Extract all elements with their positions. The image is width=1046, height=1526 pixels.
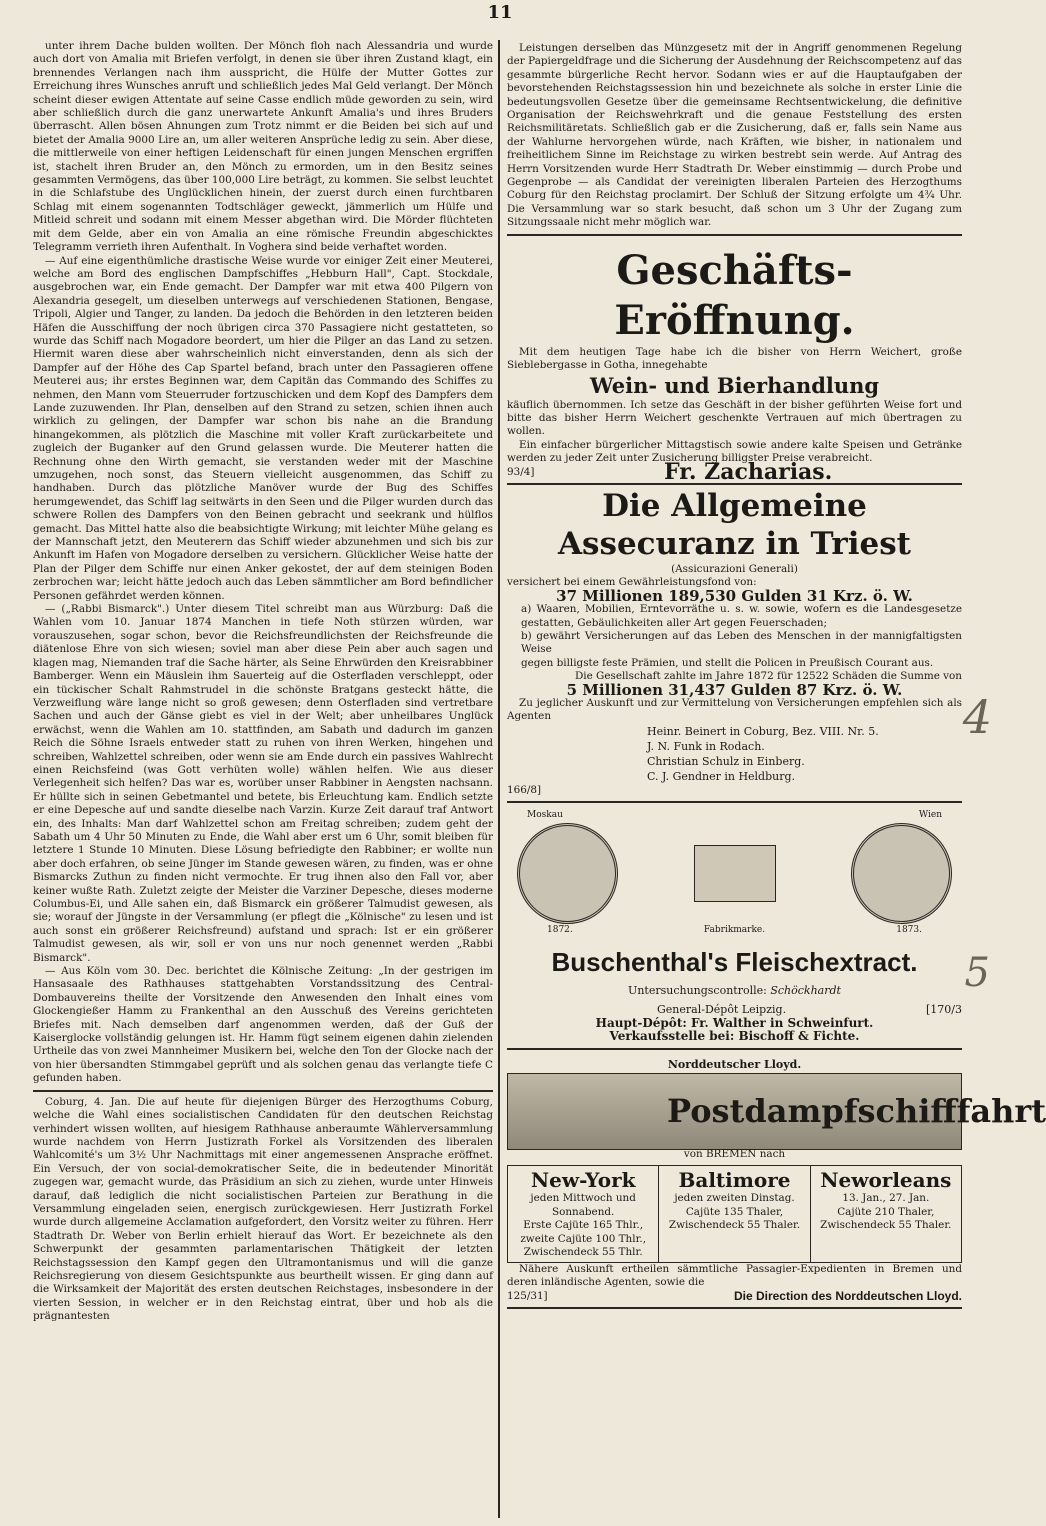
divider xyxy=(33,1090,493,1092)
mark-label: Fabrikmarke. xyxy=(703,924,766,935)
margin-note-1: 4 xyxy=(962,690,992,744)
ad-business-opening xyxy=(507,236,962,485)
article-monk: unter ihrem Dache bulden wollten. Der Mönch floh nach Alessandria und wurde auch dort von Amalia mit Briefen verfolgt, in denen sie über ihren Zustand klagt, ein brennendes Verlangen nach ihm ausspricht, die Hülfe der Mutter Gottes zur Erreichung ihres Wunsches anruft und schließlich jedes Mal Geld verlangt. Der Mönch scheint dieser ewigen Attentate auf seine Casse endlich müde geworden zu sein, wird aber schließlich durch die ganz unerwartete Ankunft Amalia's und ihres Bruders überrascht. Allen bösen Ahnungen zum Trotz nimmt er die Beiden bei sich auf und bietet der Amalia 9000 Lire an, um aller weiteren Ansprüche ledig zu sein. Aber diese, die mittlerweile von einer heftigen Leidenschaft für einen jungen Menschen ergriffen ist, stachelt ihren Bruder an, den Mönch zu ermorden, um in den Besitz seines gesammten Vermögens, das über 100,000 Lire beträgt, zu kommen. Sie selbst leuchtet in die Schlafstube des Unglücklichen hinein, der zuerst durch einen furchtbaren Schlag mit einem sogenannten Todtschläger geweckt, jämmerlich um Hülfe und Mitleid schreit und sodann mit einem Messer abgethan wird. Die Mörder flüchteten mit dem Gelde, aber ein von Amalia an eine römische Freundin abgeschicktes Telegramm verrieth ihren Aufenthalt. In Voghera sind beide verhaftet worden. xyxy=(33,40,493,254)
ad-text-2: Ein einfacher bürgerlicher Mittagstisch sowie andere kalte Speisen und Getränke werden zu jeder Zeit unter Zusicherung billigster Preise verabreicht. xyxy=(507,438,962,465)
route-city: Baltimore xyxy=(678,1168,791,1193)
route-schedule: jeden Mittwoch und Sonnabend. xyxy=(530,1192,636,1218)
article-coburg: Coburg, 4. Jan. Die auf heute für diejenigen Bürger des Herzogthums Coburg, welche die Wahl eines socialistischen Candidaten für den deutschen Reichstag verhindert wissen wollten, auf hiesigem Rathhause anberaumte Wählerversammlung wurde nachdem von Herrn Justizrath Forkel als Vorsitzenden des liberalen Wahlcomité's um 3½ Uhr Nachmittags mit einer angemessenen Ansprache eröffnet. Ein Versuch, der von social-demokratischer Seite, die in bedeutender Minorität zugegen war, gemacht wurde, das Präsidium an sich zu ziehen, wurde unter Hinweis darauf, daß lediglich die nicht socialistischen Parteien zur Berathung in die Versammlung eingeladen seien, energisch zurückgewiesen. Herr Justizrath Forkel wurde durch allgemeine Acclamation aufgefordert, den Vorsitz weiter zu führen. Herr Stadtrath Dr. Weber von Berlin erhielt hierauf das Wort. Er bezeichnete als den Schwerpunkt der gesammten parlamentarischen Thätigkeit der letzten Reichstagssession den Kampf gegen den Ultramontanismus und will die ganze Reichsregierung von diesem Gesichtspunkte aus beurtheilt wissen. Er ging dann auf die Wirksamkeit der Majorität des ersten deutschen Reichstages, insbesondere in der vierten Session, in welcher er in den Reichstag eintrat, über und hob als die prägnantesten xyxy=(33,1095,493,1323)
medal-left-icon xyxy=(517,823,618,924)
route-fares: Cajüte 210 Thaler, Zwischendeck 55 Thaler. xyxy=(820,1205,952,1232)
lloyd-footer: Die Direction des Norddeutschen Lloyd. xyxy=(733,1289,962,1304)
route-new-york xyxy=(508,1166,659,1261)
ad-intro: Mit dem heutigen Tage habe ich die bisher von Herrn Weichert, große Sieblebergasse in Gotha, innegehabte xyxy=(507,345,962,372)
route-schedule: jeden zweiten Dinstag. xyxy=(674,1192,795,1205)
article-coburg-continued: Leistungen derselben das Münzgesetz mit der in Angriff genommenen Regelung der Papiergeldfrage und die Sicherung der Ausdehnung der Reichscompetenz auf das gesammte bürgerliche Recht hervor. Sodann wies er auf die Hauptaufgaben der bevorstehenden Reichstagssession hin und bezeichnete als solche in erster Linie die bedeutungsvollen Gesetze über die gemeinsame Rechtsentwickelung, die definitive Organisation der Reichswehrkraft und die genaue Feststellung des ersten Reichsmilitäretats. Schließlich gab er die Zusicherung, daß er, falls sein Name aus der Wahlurne hervorgehen würde, nach Kräften, wie bisher, in nationalem und freiheitlichem Sinne im Reichstage zu wirken bestrebt sein werde. Auf Antrag des Herrn Vorsitzenden wurde Herr Stadtrath Dr. Weber einstimmig — durch Probe und Gegenprobe — als Candidat der vereinigten liberalen Parteien des Herzogthums Coburg für den Reichstag proclamirt. Der Schluß der Sitzung erfolgte um 4¾ Uhr. Die Versammlung war so stark besucht, daß schon um 3 Uhr der Zugang zum Sitzungssaale nicht mehr möglich war. xyxy=(507,42,962,229)
ad-text-1: käuflich übernommen. Ich setze das Geschäft in der bisher geführten Weise fort und bitte das bisher Herrn Weichert geschenkte Vertrauen auf mich übertragen zu wollen. xyxy=(507,398,962,438)
ad-lloyd xyxy=(507,1050,1046,1310)
routes-table xyxy=(507,1165,962,1262)
insurance-item-b: b) gewährt Versicherungen auf das Leben des Menschen in der mannigfaltigsten Weise xyxy=(521,629,962,656)
article-cologne: — Aus Köln vom 30. Dec. berichtet die Kölnische Zeitung: „In der gestrigen im Hansasaale des Rathhauses stattgehabten Vorstandssitzung des Central-Dombauvereins theilte der Vorsitzende den Anwesenden den Inhalt eines vom Glockengießer Hamm zu Frankenthal an den Ausschuß des Vereins gerichteten Briefes mit. Nach demselben darf angenommen werden, daß der Guß der Kaiserglocke vollständig gelungen ist. Hr. Hamm fügt seinem eigenen dahin zielenden Urtheile das von zwei Mannheimer Musikern bei, welche den Ton der Glocke nach der von hier übersandten Stimmgabel geprüft und als solchen genau das verlangte tiefe C gefunden haben. xyxy=(33,965,493,1085)
city-left: Moskau xyxy=(527,810,563,821)
column-rule xyxy=(498,40,500,1518)
insurance-title: Die Allgemeine Assecuranz in Triest xyxy=(558,487,911,562)
ad-signature: Fr. Zacharias. xyxy=(664,458,833,485)
route-baltimore xyxy=(659,1166,810,1261)
insurance-line-1: versichert bei einem Gewährleistungsfond von: xyxy=(507,576,757,589)
agent-4: C. J. Gendner in Heldburg. xyxy=(647,769,796,783)
control-signature: Schöckhardt xyxy=(770,984,841,998)
lloyd-title: Postdampfschifffahrt xyxy=(667,1092,1046,1131)
insurance-subtitle: (Assicurazioni Generali) xyxy=(671,562,798,575)
right-column xyxy=(507,40,1046,1309)
lloyd-info: Nähere Auskunft ertheilen sämmtliche Passagier-Expedienten in Bremen und deren inländische Agenten, sowie die xyxy=(507,1262,962,1288)
cow-trademark-icon xyxy=(694,845,776,902)
control-label: Untersuchungscontrolle: xyxy=(628,984,767,998)
lloyd-company: Norddeutscher Lloyd. xyxy=(667,1057,802,1071)
general-depot: General-Dépôt Leipzig. xyxy=(657,1003,787,1017)
sale-point: Verkaufsstelle bei: Bischoff & Fichte. xyxy=(609,1029,860,1044)
year-left: 1872. xyxy=(547,924,573,935)
agent-2: J. N. Funk in Rodach. xyxy=(647,739,765,753)
ad-shop-name: Wein- und Bierhandlung xyxy=(589,372,880,398)
medal-right-icon xyxy=(851,823,952,924)
insurance-amount-1: 37 Millionen 189,530 Gulden 31 Krz. ö. W. xyxy=(556,586,913,605)
agent-3: Christian Schulz in Einberg. xyxy=(647,754,805,768)
insurance-ref: 166/8] xyxy=(507,783,541,796)
route-fares: Erste Cajüte 165 Thlr., zweite Cajüte 100 Thlr., Zwischendeck 55 Thlr. xyxy=(520,1219,646,1259)
insurance-line-3: Zu jeglicher Auskunft und zur Vermittelung von Versicherungen empfehlen sich als Agenten xyxy=(507,697,962,723)
extract-ref: [170/3 xyxy=(926,1003,962,1017)
year-right: 1873. xyxy=(896,924,922,935)
ad-title: Geschäfts-Eröffnung. xyxy=(614,246,855,344)
insurance-item-c: gegen billigste feste Prämien, und stellt die Policen in Preußisch Courant aus. xyxy=(521,656,934,669)
insurance-item-a: a) Waaren, Mobilien, Erntevorräthe u. s. w. sowie, wofern es die Landesgesetze gestatten, Gebäulichkeiten aller Art gegen Feuerschaden; xyxy=(521,603,962,629)
agent-1: Heinr. Beinert in Coburg, Bez. VIII. Nr. 5. xyxy=(647,724,879,738)
route-neworleans xyxy=(811,1166,961,1261)
extract-title: Buschenthal's Fleischextract. xyxy=(551,947,918,978)
main-depot: Haupt-Dépôt: Fr. Walther in Schweinfurt. xyxy=(595,1015,874,1030)
lloyd-ref: 125/31] xyxy=(507,1289,548,1302)
page-number: 11 xyxy=(487,2,513,23)
article-rabbi: — („Rabbi Bismarck".) Unter diesem Titel schreibt man aus Würzburg: Daß die Wahlen vom 10. Januar 1874 Manchen in tiefe Noth stürzen würden, war vorauszusehen, sogar schon, bevor die Reichsfreundlichsten der Reichsfreunde die diätenlose Ehre von sich wiesen; soviel man aber diese Pein aber auch sagen und klagen mag, Niemanden traf die Sache härter, als Seine Ehrwürden den Kreisrabbiner Bamberger. Wenn ein Mäuslein ihm Sauerteig auf die Osterfladen verschleppt, oder ein tückischer Schalt Rahmstrudel in die schönste Bratgans gesteckt hätte, die Verzweiflung wäre lange nicht so groß gewesen; denn Osterfladen sind vertretbare Sachen und auch der Gänse giebt es viel in der Welt; aber unheilbares Unglück erwächst, wenn die Wahlen am 10. stattfinden, am Sabath und dadurch im ganzen Reich die Söhne Israels entweder statt zu ruhen von ihren Werken, hingehen und schreiben, Wahlzettel schreiben, oder wenn sie am Ende durch ein passives Wahlrecht einen Reichsfeind (was Gott verhüten wolle) wählen helfen. Wie aus dieser Verlegenheit sich helfen? Das war es, worüber unser Rabbiner in Aengsten nachsann. Er hüllte sich in seinen Gebetmantel und betete, bis Erleuchtung kam. Endlich setzte er eine Depesche auf und sandte dieselbe nach Varzin. Kurze Zeit darauf traf Antwort ein, des Inhalts: Man darf Wahlzettel schon am Freitag schreiben; zudem geht der Sabath um 4 Uhr 50 Minuten zu Ende, die Wahl aber erst um 6 Uhr, somit bleiben für letztere 1 Stunde 10 Minuten. Diese Lösung befriedigte den Rabbiner; er wollte nun aber doch erfahren, ob seine Jünger im Stande gewesen wären, zu finden, was er ohne Bismarcks Zuthun zu finden nicht vermochte. Er trug ihnen also den Fall vor, aber keiner wußte Rath. Zuletzt zeigte der Meister die Varziner Depesche, dieses moderne Columbus-Ei, und Alle sahen ein, daß Bismarck ein größerer Talmudist gewesen, als sie; worauf der Jüngste in der Versammlung (er pflegt die „Kölnische" zu lesen und ist auch sonst ein größerer Reichsfreund) aufstand und sprach: Ist er ein größerer Talmudist gewesen, als wir, soll er von uns nur noch genennet werden „Rabbi Bismarck". xyxy=(33,603,493,964)
ad-insurance xyxy=(507,485,962,803)
route-city: New-York xyxy=(530,1168,636,1193)
route-schedule: 13. Jan., 27. Jan. xyxy=(842,1192,930,1205)
ad-ref: 93/4] xyxy=(507,465,535,478)
margin-note-2: 5 xyxy=(964,950,990,996)
ad-meat-extract xyxy=(507,803,962,1049)
insurance-amount-2: 5 Millionen 31,437 Gulden 87 Krz. ö. W. xyxy=(566,680,903,699)
article-continued xyxy=(507,40,962,236)
article-mutiny: — Auf eine eigenthümliche drastische Weise wurde vor einiger Zeit einer Meuterei, welche am Bord des englischen Dampfschiffes „Hebburn Hall", Capt. Stockdale, ausgebrochen war, ein Ende gemacht. Der Dampfer war mit etwa 400 Pilgern von Alexandria gesegelt, um dieselben unterwegs auf verschiedenen Stationen, Bengase, Tripoli, Algier und Tanger, zu landen. Da jedoch die Behörden in den letzteren beiden Häfen die Ausschiffung der noch übrigen circa 370 Passagiere nicht gestatteten, so wurde das Schiff nach Mogadore beordert, um hier die Pilger an das Land zu setzen. Hiermit waren diese aber wahrscheinlich nicht einverstanden, denn als sich der Dampfer auf der Höhe des Cap Spartel befand, brach unter den Passagieren offene Meuterei aus; ihr erstes Beginnen war, dem Capitän das Commando des Schiffes zu nehmen, den Mann vom Steuerruder fortzuschicken und dem Kopf des Dampfers dem Lande zuzuwenden. Ihr Plan, denselben auf den Strand zu setzen, schien ihnen auch wirklich zu gelingen, der Dampfer war schon bis nahe an die Brandung hinangekommen, als plötzlich die Maschine mit voller Kraft zurückarbeitete und zugleich der Buganker auf den Grund gelassen wurde. Die Meuterer hatten die Rechnung ohne den Wirth gemacht, sie verstanden weder mit der Maschine umzugehen, noch sonst, das Steuern vielleicht ausgenommen, das Schiff zu handhaben. Durch das plötzliche Manöver wurde der Bug des Schiffes herumgewendet, das Schiff lag seitwärts in den Seen und die Pilger wurden durch das schwere Rollen des Dampfers von den Beinen gebracht und seekrank und hülflos gemacht. Das Mittel hatte also die beabsichtigte Wirkung; mit leichter Mühe gelang es der Mannschaft jetzt, den Meuterern das Schiff wieder abzunehmen und sich bis zur Ankunft im Hafen von Mogadore derselben zu versichern. Glücklicher Weise hatte der Plan der Pilger dem Schiffe nur einen Anker gekostet, der auf dem steinigen Boden zerbrochen war; leicht hätte jedoch auch das Leben sämmtlicher am Bord befindlicher Personen gefährdet werden können. xyxy=(33,254,493,602)
left-column xyxy=(33,40,493,1324)
route-city: Neworleans xyxy=(820,1168,952,1193)
insurance-line-2: Die Gesellschaft zahlte im Jahre 1872 für 12522 Schäden die Summe von xyxy=(574,670,962,683)
lloyd-from: von BREMEN nach xyxy=(683,1148,786,1161)
city-right: Wien xyxy=(918,810,942,821)
route-fares: Cajüte 135 Thaler, Zwischendeck 55 Thaler. xyxy=(668,1205,801,1232)
